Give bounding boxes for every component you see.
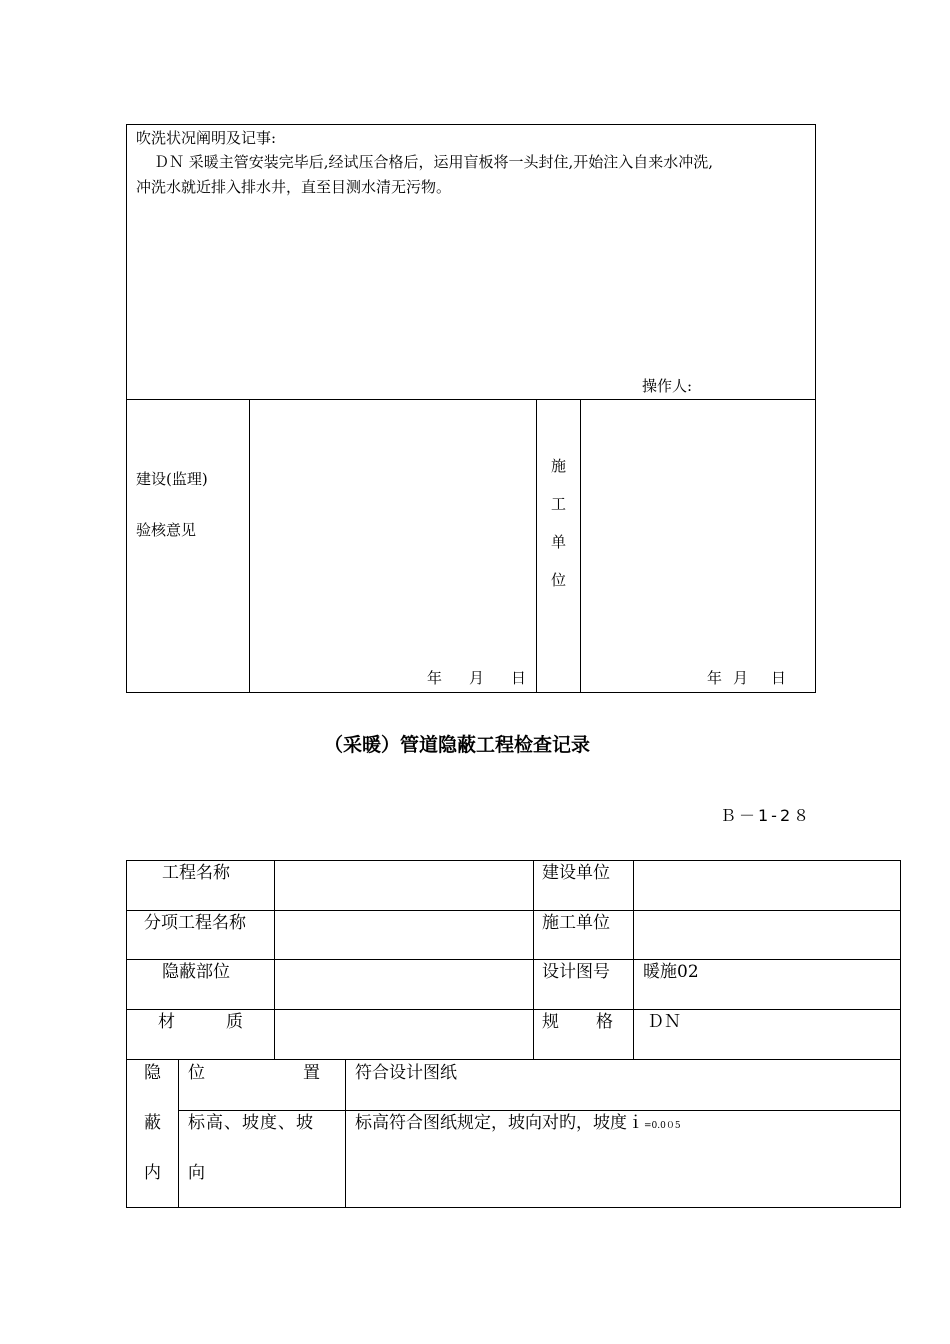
table-divider bbox=[580, 399, 581, 693]
flush-record-table bbox=[126, 124, 816, 693]
position-label: 置 bbox=[303, 1063, 320, 1083]
table-divider bbox=[274, 860, 275, 1059]
material-label: 质 bbox=[226, 1012, 243, 1032]
elevation-value bbox=[355, 1115, 681, 1132]
builder-unit-label: 建设单位 bbox=[542, 863, 610, 883]
page-title: （采暖）管道隐蔽工程检查记录 bbox=[324, 734, 591, 756]
flush-note-line-2: 冲洗水就近排入排水井，直至目测水清无污物。 bbox=[136, 178, 452, 196]
table-divider bbox=[178, 1110, 901, 1111]
supervision-label: 验核意见 bbox=[136, 521, 197, 539]
table-divider bbox=[249, 399, 250, 693]
drawing-number-label: 设计图号 bbox=[542, 962, 610, 982]
table-divider bbox=[126, 1059, 901, 1060]
construction-unit-label: 施工单位 bbox=[542, 913, 610, 933]
date-day: 日 bbox=[771, 669, 787, 687]
elevation-value-text: 标高符合图纸规定，坡向对旳，坡度ｉ bbox=[355, 1113, 644, 1133]
supervision-label: 建设(监理) bbox=[136, 470, 208, 488]
table-divider bbox=[345, 1059, 346, 1208]
contractor-label-char: 工 bbox=[551, 495, 567, 513]
spec-label: 规 bbox=[542, 1012, 559, 1032]
hidden-part-label: 隐蔽部位 bbox=[162, 962, 230, 982]
drawing-number-value: 暖施02 bbox=[643, 962, 699, 982]
date-month: 月 bbox=[733, 669, 749, 687]
elevation-label: 标高、坡度、坡 bbox=[188, 1113, 314, 1133]
table-divider bbox=[536, 399, 537, 693]
contractor-label-char: 单 bbox=[551, 533, 567, 551]
flush-note-line-1: ＤＮ 采暖主管安装完毕后,经试压合格后，运用盲板将一头封住,开始注入自来水冲洗, bbox=[154, 153, 714, 171]
spec-value: ＤＮ bbox=[647, 1012, 681, 1032]
hidden-content-label-char: 蔽 bbox=[144, 1113, 161, 1133]
contractor-label-char: 施 bbox=[551, 457, 567, 475]
sub-project-label: 分项工程名称 bbox=[144, 913, 246, 933]
table-divider bbox=[126, 1009, 901, 1010]
form-code: Ｂ－1-2８ bbox=[720, 806, 813, 825]
table-divider bbox=[126, 910, 901, 911]
table-divider bbox=[633, 860, 634, 1059]
contractor-label-char: 位 bbox=[551, 571, 567, 589]
position-value: 符合设计图纸 bbox=[355, 1063, 457, 1083]
date-month: 月 bbox=[469, 669, 485, 687]
elevation-label: 向 bbox=[188, 1163, 205, 1183]
date-day: 日 bbox=[511, 669, 527, 687]
date-year: 年 bbox=[707, 669, 723, 687]
project-name-label: 工程名称 bbox=[162, 863, 230, 883]
slope-value: =0.0０5 bbox=[644, 1121, 681, 1131]
operator-label: 操作人: bbox=[642, 377, 693, 395]
hidden-content-label-char: 内 bbox=[144, 1163, 161, 1183]
flush-note-title: 吹洗状况阐明及记事: bbox=[136, 129, 277, 147]
spec-label: 格 bbox=[596, 1012, 613, 1032]
table-divider bbox=[126, 399, 816, 400]
table-divider bbox=[126, 959, 901, 960]
date-year: 年 bbox=[427, 669, 443, 687]
material-label: 材 bbox=[158, 1012, 175, 1032]
position-label: 位 bbox=[188, 1063, 205, 1083]
table-divider bbox=[533, 860, 534, 1059]
table-divider bbox=[178, 1059, 179, 1208]
hidden-content-label-char: 隐 bbox=[144, 1063, 161, 1083]
